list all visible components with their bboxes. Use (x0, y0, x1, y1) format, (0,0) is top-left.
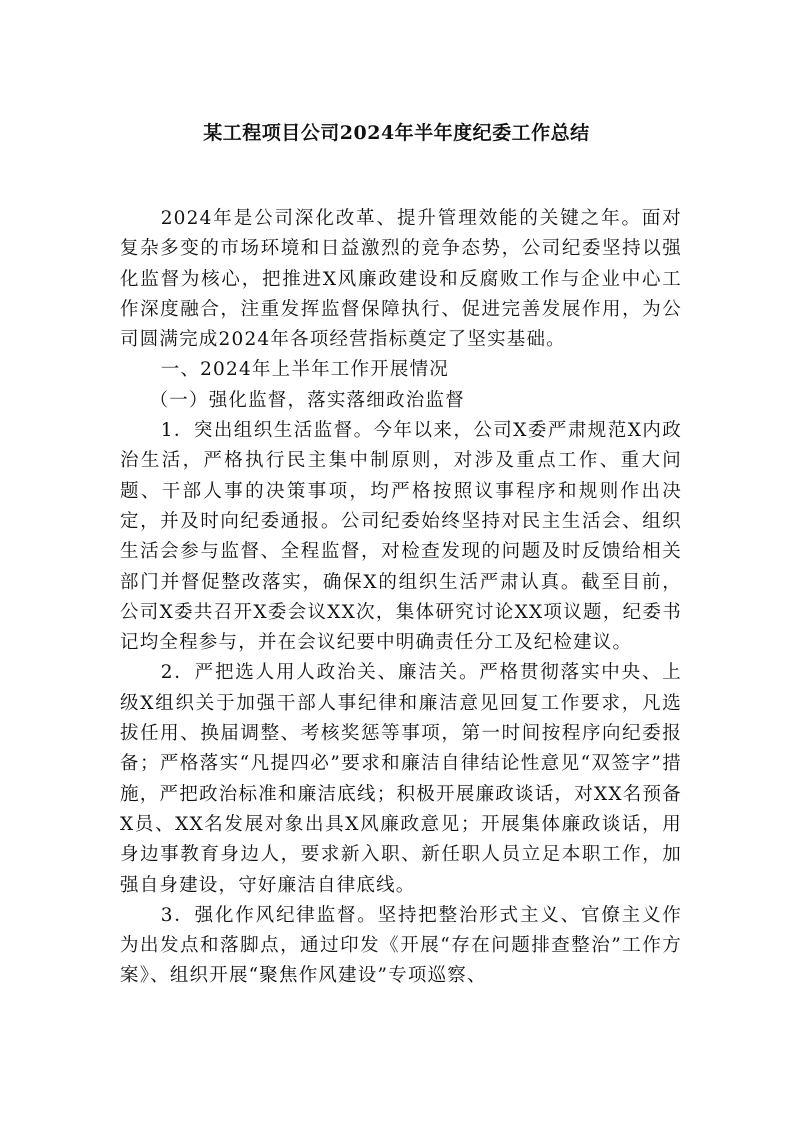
subsection-heading: （一）强化监督，落实落细政治监督 (149, 389, 465, 411)
intro-paragraph: 2024年是公司深化改革、提升管理效能的关键之年。面对复杂多变的市场环境和日益激烈的竞争态势，公司纪委坚持以强化监督为核心，把推进X风廉政建设和反腐败工作与企业中心工作深度融合，注重发挥监督保障执行、促进完善发展作用，为公司圆满完成2024年各项经营指标奠定了坚实基础。 (120, 208, 682, 351)
document-body (120, 204, 682, 992)
body-paragraph-2: 2．严把选人用人政治关、廉洁关。严格贯彻落实中央、上级X组织关于加强干部人事纪律和廉洁意见回复工作要求，凡选拔任用、换届调整、考核奖惩等事项，第一时间按程序向纪委报备；严格落实“凡提四必”要求和廉洁自律结论性意见“双签字”措施，严把政治标准和廉洁底线；积极开展廉政谈话，对XX名预备X员、XX名发展对象出具X风廉政意见；开展集体廉政谈话，用身边事教育身边人，要求新入职、新任职人员立足本职工作，加强自身建设，守好廉洁自律底线。 (120, 662, 682, 896)
document-title: 某工程项目公司2024年半年度纪委工作总结 (203, 122, 590, 144)
body-paragraph-1: 1．突出组织生活监督。今年以来，公司X委严肃规范X内政治生活，严格执行民主集中制原则，对涉及重点工作、重大问题、干部人事的决策事项，均严格按照议事程序和规则作出决定，并及时向纪委通报。公司纪委始终坚持对民主生活会、组织生活会参与监督、全程监督，对检查发现的问题及时反馈给相关部门并督促整改落实，确保X的组织生活严肃认真。截至目前，公司X委共召开X委会议XX次，集体研究讨论XX项议题，纪委书记均全程参与，并在会议纪要中明确责任分工及纪检建议。 (120, 420, 682, 654)
body-paragraph-3: 3．强化作风纪律监督。坚持把整治形式主义、官僚主义作为出发点和落脚点，通过印发《开展“存在问题排查整治”工作方案》、组织开展“聚焦作风建设”专项巡察、 (120, 904, 682, 987)
section-heading: 一、2024年上半年工作开展情况 (160, 359, 449, 381)
